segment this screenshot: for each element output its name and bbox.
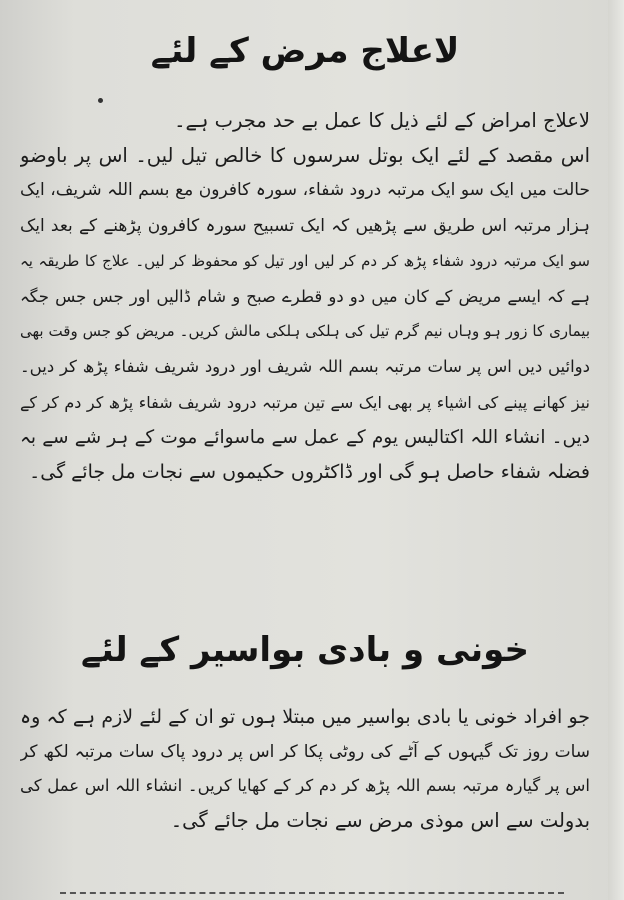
section1-line: لاعلاج امراض کے لئے ذیل کا عمل بے حد مجرب ہے۔: [174, 109, 590, 132]
section1-line: دوائیں دیں اس پر سات مرتبہ بسم اللہ شریف اور درود شریف شفاء پڑھ کر دیں۔: [20, 357, 590, 377]
section2-line: سات روز تک گیہوں کے آٹے کی روٹی پکا کر اس پر درود پاک سات مرتبہ لکھ کر: [20, 741, 590, 762]
section2-body: [20, 700, 590, 838]
section1-line: اس مقصد کے لئے ایک بوتل سرسوں کا خالص تیل لیں۔ اس پر باوضو: [20, 144, 590, 168]
section1-body: [20, 103, 590, 490]
section1-title: لاعلاج مرض کے لئے: [150, 31, 460, 71]
section1-line: بیماری کا زور ہو وہاں نیم گرم تیل کی ہلکی ہلکی مالش کریں۔ مریض کو جس وقت بھی: [20, 322, 590, 341]
section1-line: فضلہ شفاء حاصل ہو گی اور ڈاکٹروں حکیموں سے نجات مل جائے گی۔: [29, 461, 590, 484]
section2-title: خونی و بادی بواسیر کے لئے: [81, 630, 529, 670]
section1-line: ہے کہ ایسے مریض کے کان میں دو دو قطرے صبح و شام ڈالیں اور جس جس جگہ: [20, 287, 590, 307]
section1-line: حالت میں ایک سو ایک مرتبہ درود شفاء، سورہ کافرون مع بسم اللہ شریف، ایک: [20, 180, 590, 201]
section2-line: جو افراد خونی یا بادی بواسیر میں مبتلا ہوں تو ان کے لئے لازم ہے کہ وہ: [20, 706, 590, 728]
section1-line: نیز کھانے پینے کی اشیاء پر بھی ایک سے تین مرتبہ درود شریف شفاء پڑھ کر دم کر کے: [20, 392, 590, 412]
article-column: [20, 0, 590, 900]
section1-line: ہزار مرتبہ اس طریق سے پڑھیں کہ ایک تسبیح سورہ کافرون پڑھنے کے بعد ایک: [20, 215, 590, 236]
section2-line: بدولت سے اس موذی مرض سے نجات مل جائے گی۔: [170, 808, 590, 832]
page-edge: [608, 0, 624, 900]
dashed-divider: [60, 892, 564, 894]
section1-line: سو ایک مرتبہ درود شفاء پڑھ کر دم کر لیں اور تیل کو محفوظ کر لیں۔ علاج کا طریقہ یہ: [20, 251, 590, 270]
section1-line: دیں۔ انشاء اللہ اکتالیس یوم کے عمل سے ماسوائے موت کے ہر شے سے بہ: [20, 426, 590, 448]
section2-line: اس پر گیارہ مرتبہ بسم اللہ پڑھ کر دم کر کے کھایا کریں۔ انشاء اللہ اس عمل کی: [20, 776, 590, 796]
